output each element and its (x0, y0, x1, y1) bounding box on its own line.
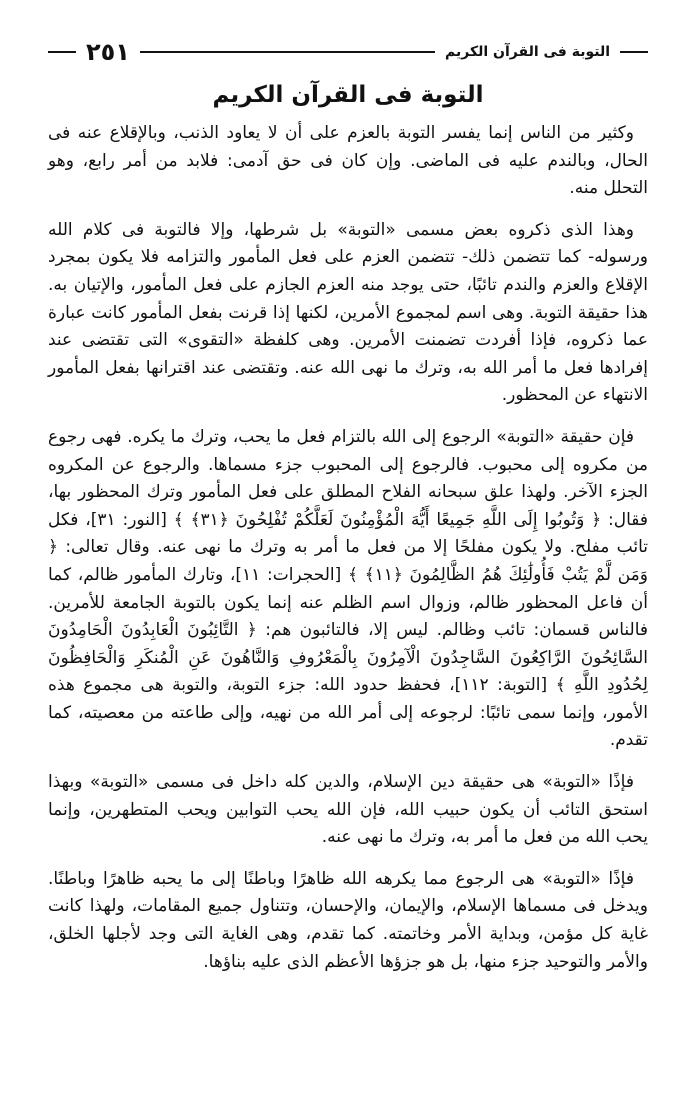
paragraph-1: وكثير من الناس إنما يفسر التوبة بالعزم على أن لا يعاود الذنب، وبالإقلاع عنه فى الحال، وبالندم عليه فى الماضى. وإن كان فى حق آدمى: فلابد من أمر رابع، وهو التحلل منه. (48, 123, 648, 199)
header-rule-right (620, 51, 648, 53)
running-title: التوبة فى القرآن الكريم (445, 44, 610, 60)
paragraph-2: وهذا الذى ذكروه بعض مسمى «التوبة» بل شرطها، وإلا فالتوبة فى كلام الله ورسوله- كما تتضمن ذلك- تتضمن العزم على فعل المأمور والتزامه فلا يكون بمجرد الإقلاع والعزم والندم تائبًا، حتى يوجد منه العزم الجازم على فعل المأمور، والإتيان به. هذا حقيقة التوبة. وهى اسم لمجموع الأمرين، لكنها إذا قرنت بفعل المأمور كانت عبارة عما ذكروه، فإذا أفردت تضمنت الأمرين. وهى كلفظة «التقوى» التى تقتضى عند إفرادها فعل ما أمر الله به، وترك ما نهى الله عنه. وتقتضى عند اقترانها بفعل المأمور الانتهاء عن المحظور. (48, 219, 648, 406)
paragraph-3: فإن حقيقة «التوبة» الرجوع إلى الله بالتزام فعل ما يحب، وترك ما يكره. فهى رجوع من مكروه إلى محبوب. فالرجوع إلى المحبوب جزء مسماها. والرجوع عن المكروه الجزء الآخر. ولهذا علق سبحانه الفلاح المطلق على فعل المأمور وترك المحظور بها، فقال: ﴿ وَتُوبُوا إِلَى اللَّهِ جَمِيعًا أَيُّهَ الْمُؤْمِنُونَ لَعَلَّكُمْ تُفْلِحُونَ ﴿٣١﴾ ﴾ [النور: ٣١]، فكل تائب مفلح. ولا يكون مفلحًا إلا من فعل ما أمر به وترك ما نهى عنه. وقال تعالى: ﴿ وَمَن لَّمْ يَتُبْ فَأُولَٰئِكَ هُمُ الظَّالِمُونَ ﴿١١﴾ ﴾ [الحجرات: ١١]، وتارك المأمور ظالم، كما أن فاعل المحظور ظالم، وزوال اسم الظلم عنه إنما يكون بالتوبة الجامعة للأمرين. فالناس قسمان: تائب وظالم. ليس إلا، فالتائبون هم: ﴿ التَّائِبُونَ الْعَابِدُونَ الْحَامِدُونَ السَّائِحُونَ الرَّاكِعُونَ السَّاجِدُونَ الْآمِرُونَ بِالْمَعْرُوفِ وَالنَّاهُونَ عَنِ الْمُنكَرِ وَالْحَافِظُونَ لِحُدُودِ اللَّهِ ﴾ [التوبة: ١١٢]، فحفظ حدود الله: جزء التوبة، والتوبة هى مجموع هذه الأمور، وإنما سمى تائبًا: لرجوعه إلى أمر الله من نهيه، وإلى طاعته من معصيته، كما تقدم. (48, 426, 649, 751)
section-heading: التوبة فى القرآن الكريم (212, 82, 484, 108)
header-rule (140, 51, 435, 53)
header-rule-left (48, 51, 76, 53)
paragraph-4: فإذًا «التوبة» هى حقيقة دين الإسلام، والدين كله داخل فى مسمى «التوبة» وبهذا استحق التائب أن يكون حبيب الله، فإن الله يحب التوابين ويحب المتطهرين، وإنما يحب الله من فعل ما أمر به، وترك ما نهى عنه. (48, 772, 648, 848)
page-number: ٢٥١ (86, 38, 130, 66)
paragraph-5: فإذًا «التوبة» هى الرجوع مما يكرهه الله ظاهرًا وباطنًا إلى ما يحبه ظاهرًا وباطنًا. ويدخل فى مسماها الإسلام، والإيمان، والإحسان، وتتناول جميع المقامات، ولهذا كانت غاية كل مؤمن، وبداية الأمر وخاتمته. كما تقدم، وهى الغاية التى وجد لأجلها الخلق، والأمر والتوحيد جزء منها، بل هو جزؤها الأعظم الذى عليه بناؤها. (48, 868, 648, 972)
running-header (48, 32, 648, 72)
